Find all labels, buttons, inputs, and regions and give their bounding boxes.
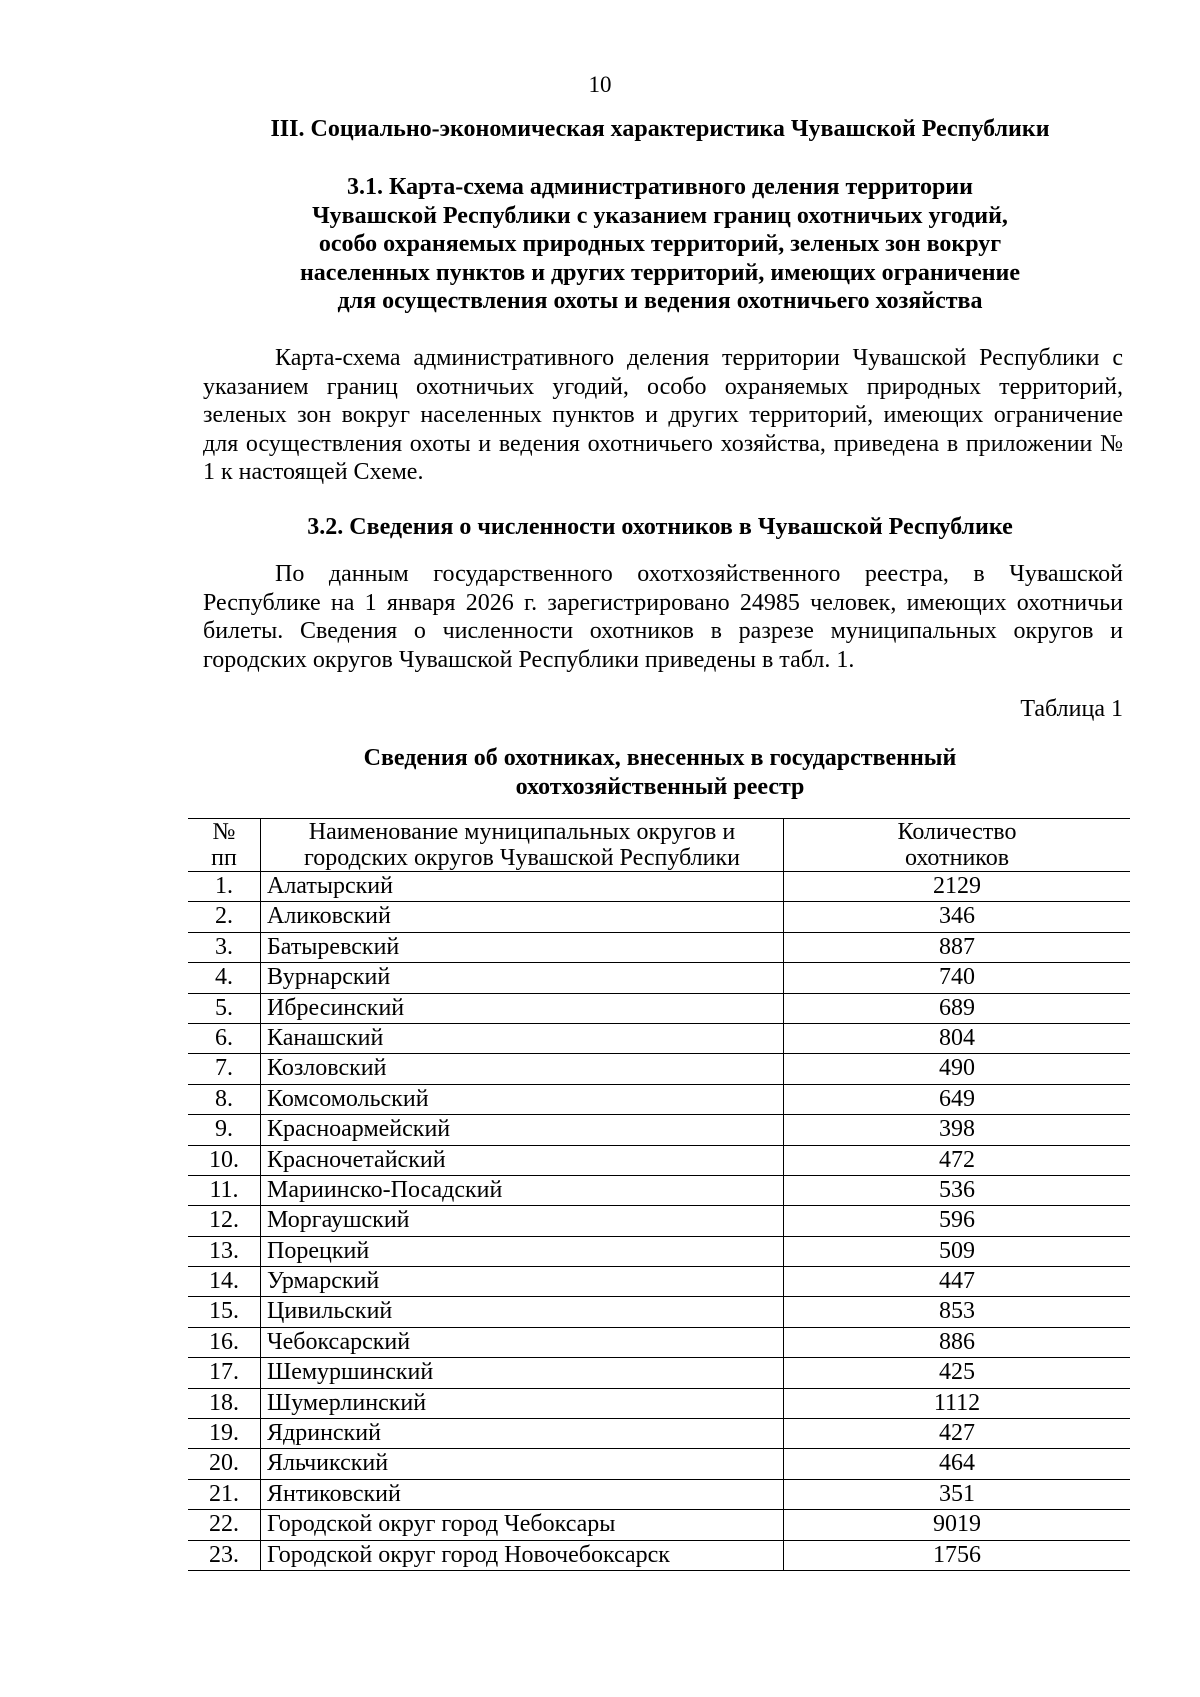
row-name: Городской округ город Новочебоксарск	[261, 1540, 784, 1570]
row-number: 19.	[188, 1419, 261, 1449]
header-name-line1: Наименование муниципальных округов и	[308, 819, 736, 845]
row-number: 11.	[188, 1175, 261, 1205]
row-count: 9019	[784, 1510, 1131, 1540]
header-number-line1: №	[212, 819, 236, 845]
table-row	[188, 932, 1130, 962]
heading-line: Чувашской Республики с указанием границ охотничьих угодий,	[312, 202, 1008, 229]
header-name-line2: городских округов Чувашской Республики	[304, 845, 740, 871]
page-number: 10	[588, 72, 612, 97]
row-count: 509	[784, 1236, 1131, 1266]
row-count: 536	[784, 1175, 1131, 1205]
table-row	[188, 902, 1130, 932]
table-row	[188, 963, 1130, 993]
row-count: 649	[784, 1084, 1131, 1114]
subsection-1-paragraph: Карта-схема административного деления территории Чувашской Республики с указанием границ охотничьих угодий, особо охраняемых природных территорий, зеленых зон вокруг населенных пунктов и других территорий, имеющих ограничение для осуществления охоты и ведения охотничьего хозяйства, приведена в приложении № 1 к настоящей Схеме.	[203, 345, 1123, 485]
table-row	[188, 1297, 1130, 1327]
row-number: 12.	[188, 1206, 261, 1236]
row-number: 4.	[188, 963, 261, 993]
row-name: Моргаушский	[261, 1206, 784, 1236]
row-number: 21.	[188, 1479, 261, 1509]
row-name: Шемуршинский	[261, 1358, 784, 1388]
table-row	[188, 1236, 1130, 1266]
row-name: Цивильский	[261, 1297, 784, 1327]
row-name: Чебоксарский	[261, 1327, 784, 1357]
row-count: 689	[784, 993, 1131, 1023]
section-heading: III. Социально-экономическая характеристика Чувашской Республики	[270, 116, 1050, 142]
row-count: 1756	[784, 1540, 1131, 1570]
row-name: Ядринский	[261, 1419, 784, 1449]
row-name: Комсомольский	[261, 1084, 784, 1114]
heading-line: для осуществления охоты и ведения охотничьего хозяйства	[337, 288, 983, 314]
table-row	[188, 1054, 1130, 1084]
row-count: 887	[784, 932, 1131, 962]
subsection-2-paragraph: По данным государственного охотхозяйственного реестра, в Чувашской Республике на 1 января 2026 г. зарегистрировано 24985 человек, имеющих охотничьи билеты. Сведения о численности охотников в разрезе муниципальных округов и городских округов Чувашской Республики приведены в табл. 1.	[203, 561, 1123, 673]
row-name: Аликовский	[261, 902, 784, 932]
row-number: 5.	[188, 993, 261, 1023]
row-count: 1112	[784, 1388, 1131, 1418]
row-name: Урмарский	[261, 1267, 784, 1297]
row-count: 464	[784, 1449, 1131, 1479]
row-count: 853	[784, 1297, 1131, 1327]
row-count: 596	[784, 1206, 1131, 1236]
table-row	[188, 1419, 1130, 1449]
header-count	[784, 819, 1131, 872]
row-number: 7.	[188, 1054, 261, 1084]
row-count: 398	[784, 1115, 1131, 1145]
row-count: 427	[784, 1419, 1131, 1449]
table-row	[188, 1510, 1130, 1540]
header-number	[188, 819, 261, 872]
table-row	[188, 1175, 1130, 1205]
row-number: 22.	[188, 1510, 261, 1540]
table-body	[188, 872, 1130, 1571]
row-number: 16.	[188, 1327, 261, 1357]
hunters-table	[188, 818, 1130, 1571]
row-number: 13.	[188, 1236, 261, 1266]
row-name: Козловский	[261, 1054, 784, 1084]
row-name: Батыревский	[261, 932, 784, 962]
table-title	[250, 744, 1070, 802]
table-row	[188, 1479, 1130, 1509]
table-row	[188, 1388, 1130, 1418]
header-count-line2: охотников	[904, 845, 1010, 871]
table-row	[188, 1358, 1130, 1388]
row-number: 9.	[188, 1115, 261, 1145]
header-number-line2: пп	[211, 845, 237, 871]
row-count: 472	[784, 1145, 1131, 1175]
row-name: Мариинско-Посадский	[261, 1175, 784, 1205]
row-name: Яльчикский	[261, 1449, 784, 1479]
heading-line: населенных пунктов и других территорий, имеющих ограничение	[299, 259, 1021, 286]
row-name: Алатырский	[261, 872, 784, 902]
table-row	[188, 1206, 1130, 1236]
row-count: 740	[784, 963, 1131, 993]
row-name: Красночетайский	[261, 1145, 784, 1175]
table-label: Таблица 1	[1020, 696, 1123, 722]
row-number: 2.	[188, 902, 261, 932]
row-count: 425	[784, 1358, 1131, 1388]
row-number: 8.	[188, 1084, 261, 1114]
row-count: 804	[784, 1023, 1131, 1053]
subsection-2-heading: 3.2. Сведения о численности охотников в Чувашской Республике	[307, 514, 1013, 540]
row-number: 18.	[188, 1388, 261, 1418]
table-row	[188, 1267, 1130, 1297]
row-number: 15.	[188, 1297, 261, 1327]
table-row	[188, 1540, 1130, 1570]
row-name: Канашский	[261, 1023, 784, 1053]
heading-line: 3.1. Карта-схема административного деления территории	[347, 174, 973, 200]
row-name: Вурнарский	[261, 963, 784, 993]
header-count-line1: Количество	[897, 819, 1017, 845]
row-name: Городской округ город Чебоксары	[261, 1510, 784, 1540]
row-name: Шумерлинский	[261, 1388, 784, 1418]
row-number: 17.	[188, 1358, 261, 1388]
table-title-line: Сведения об охотниках, внесенных в государственный	[363, 745, 957, 771]
table-title-line: охотхозяйственный реестр	[515, 774, 805, 800]
table-row	[188, 993, 1130, 1023]
row-name: Ибресинский	[261, 993, 784, 1023]
table-row	[188, 1449, 1130, 1479]
header-name	[261, 819, 784, 872]
row-name: Порецкий	[261, 1236, 784, 1266]
subsection-1-heading	[200, 173, 1120, 316]
row-number: 3.	[188, 932, 261, 962]
table-header	[188, 819, 1130, 872]
table-row	[188, 872, 1130, 902]
row-number: 6.	[188, 1023, 261, 1053]
table-row	[188, 1115, 1130, 1145]
heading-line: особо охраняемых природных территорий, зеленых зон вокруг	[318, 231, 1002, 257]
row-count: 346	[784, 902, 1131, 932]
row-count: 2129	[784, 872, 1131, 902]
row-number: 1.	[188, 872, 261, 902]
table-row	[188, 1084, 1130, 1114]
row-number: 10.	[188, 1145, 261, 1175]
row-count: 886	[784, 1327, 1131, 1357]
row-name: Красноармейский	[261, 1115, 784, 1145]
table-header-row	[188, 819, 1130, 872]
row-number: 23.	[188, 1540, 261, 1570]
row-number: 20.	[188, 1449, 261, 1479]
table-row	[188, 1023, 1130, 1053]
row-count: 447	[784, 1267, 1131, 1297]
table-row	[188, 1145, 1130, 1175]
row-name: Янтиковский	[261, 1479, 784, 1509]
row-count: 490	[784, 1054, 1131, 1084]
row-number: 14.	[188, 1267, 261, 1297]
row-count: 351	[784, 1479, 1131, 1509]
table-row	[188, 1327, 1130, 1357]
